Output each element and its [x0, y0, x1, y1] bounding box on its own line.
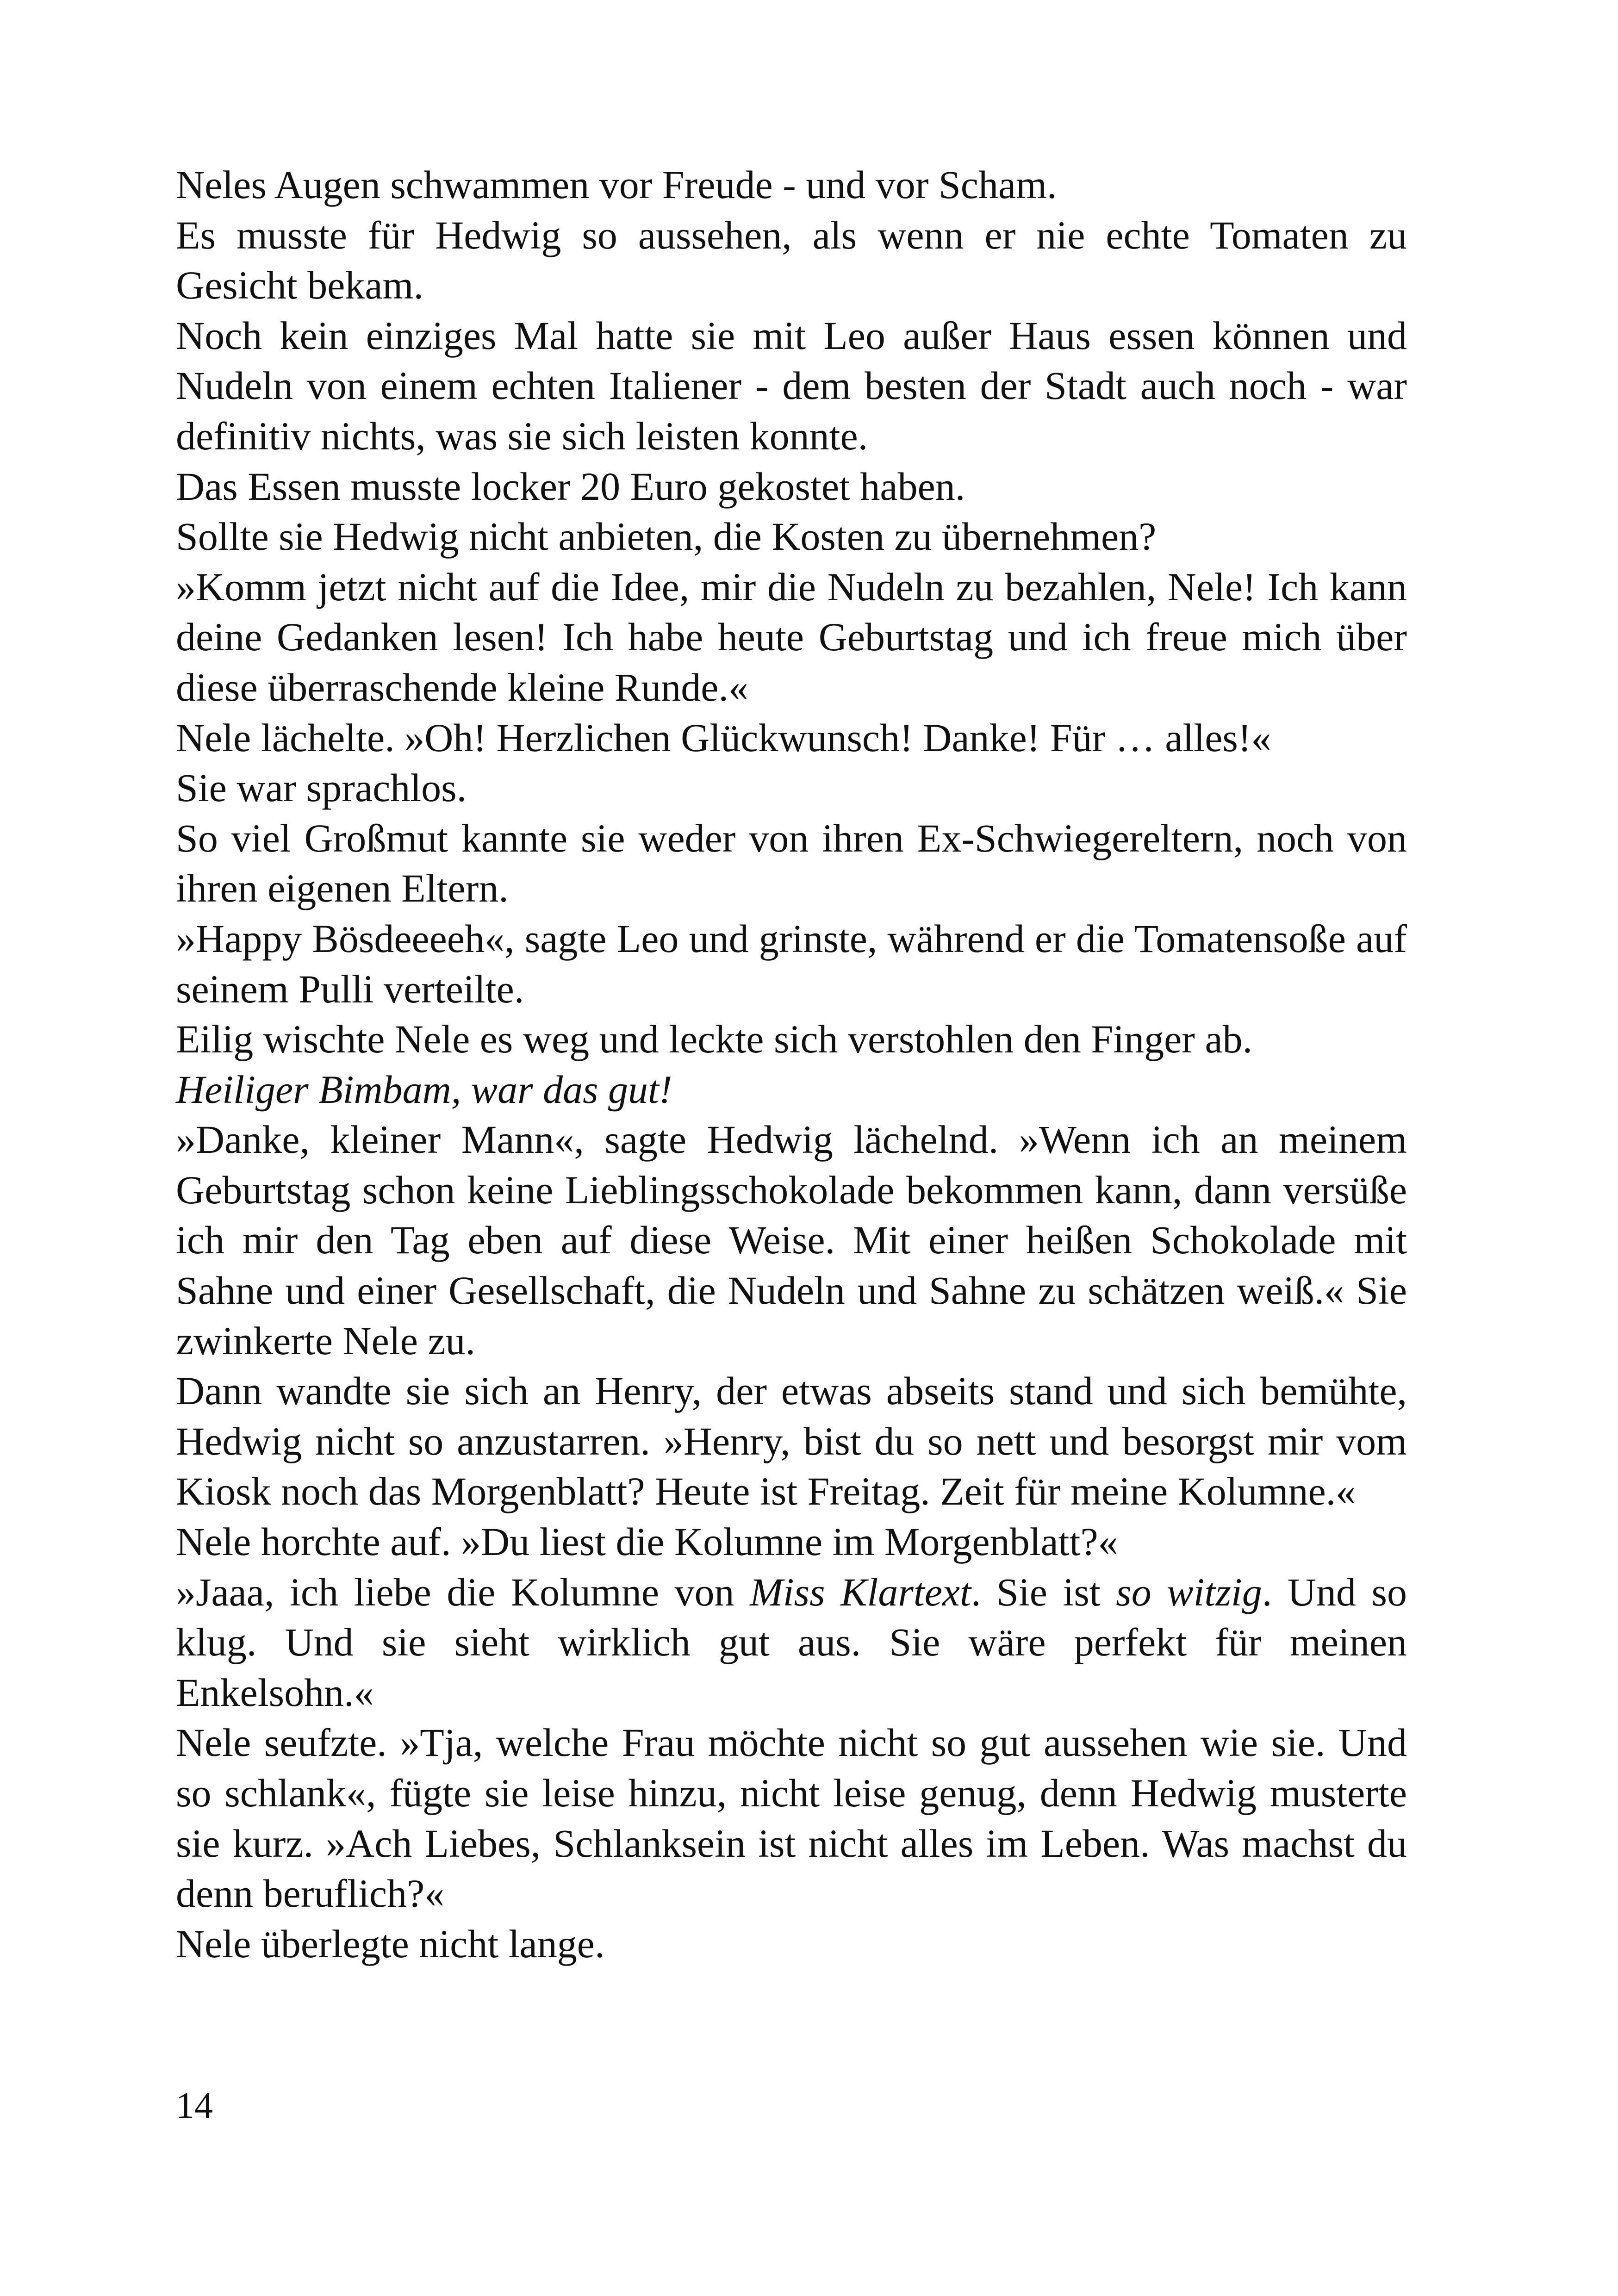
text-run: So viel Großmut kannte sie weder von ihren Ex-Schwiegereltern, noch von ihren eigenen Eltern.: [176, 815, 1407, 911]
paragraph: [176, 461, 1407, 512]
paragraph: [176, 1014, 1407, 1064]
text-run: Das Essen musste locker 20 Euro gekostet haben.: [176, 464, 965, 509]
text-run: Nele überlegte nicht lange.: [176, 1921, 605, 1966]
text-run: Eilig wischte Nele es weg und leckte sich verstohlen den Finger ab.: [176, 1017, 1253, 1062]
text-run: »Happy Bösdeeeeh«, sagte Leo und grinste, während er die Tomatensoße auf seinem Pulli verteilte.: [176, 916, 1407, 1011]
italic-text: so witzig: [1116, 1569, 1262, 1614]
paragraph: [176, 1114, 1407, 1366]
paragraph: [176, 813, 1407, 914]
paragraph: [176, 210, 1407, 311]
body-text: [176, 160, 1407, 1969]
paragraph: [176, 511, 1407, 562]
text-run: . Sie ist: [971, 1569, 1116, 1614]
paragraph: [176, 914, 1407, 1014]
italic-text: Miss Klartext: [750, 1569, 971, 1614]
paragraph: [176, 160, 1407, 210]
page-number: 14: [176, 2085, 213, 2126]
text-run: Es musste für Hedwig so aussehen, als wenn er nie echte Tomaten zu Gesicht bekam.: [176, 212, 1407, 308]
italic-text: Heiliger Bimbam, war das gut!: [176, 1067, 672, 1112]
text-run: Nele horchte auf. »Du liest die Kolumne im Morgenblatt?«: [176, 1519, 1118, 1564]
paragraph: [176, 713, 1407, 763]
text-run: »Jaaa, ich liebe die Kolumne von: [176, 1569, 750, 1614]
text-run: Sie war sprachlos.: [176, 765, 467, 810]
paragraph: [176, 1366, 1407, 1517]
text-run: Sollte sie Hedwig nicht anbieten, die Kosten zu übernehmen?: [176, 514, 1157, 559]
paragraph: [176, 562, 1407, 713]
text-run: Neles Augen schwammen vor Freude - und vor Scham.: [176, 162, 1057, 207]
text-run: »Komm jetzt nicht auf die Idee, mir die Nudeln zu bezahlen, Nele! Ich kann deine Gedanken lesen! Ich habe heute Geburtstag und ich freue mich über diese überraschende kleine Runde.«: [176, 564, 1407, 709]
paragraph: [176, 1064, 1407, 1115]
text-run: Dann wandte sie sich an Henry, der etwas abseits stand und sich bemühte, Hedwig nicht so anzustarren. »Henry, bist du so nett und besorgst mir vom Kiosk noch das Morgenblatt? Heute ist Freitag. Zeit für meine Kolumne.«: [176, 1369, 1407, 1514]
paragraph: [176, 1517, 1407, 1567]
paragraph: [176, 763, 1407, 813]
paragraph: [176, 311, 1407, 461]
text-run: Noch kein einziges Mal hatte sie mit Leo außer Haus essen können und Nudeln von einem echten Italiener - dem besten der Stadt auch noch - war definitiv nichts, was sie sich leisten konnte.: [176, 313, 1407, 458]
text-run: Nele lächelte. »Oh! Herzlichen Glückwunsch! Danke! Für … alles!«: [176, 715, 1271, 760]
paragraph: [176, 1919, 1407, 1969]
text-run: »Danke, kleiner Mann«, sagte Hedwig lächelnd. »Wenn ich an meinem Geburtstag schon keine Lieblingsschokolade bekommen kann, dann versüße ich mir den Tag eben auf diese Weise. Mit einer heißen Schokolade mit Sahne und einer Gesellschaft, die Nudeln und Sahne zu schätzen weiß.« Sie zwinkerte Nele zu.: [176, 1117, 1407, 1363]
text-run: . Und so klug. Und sie sieht wirklich gut aus. Sie wäre perfekt für meinen Enkelsohn.«: [176, 1569, 1407, 1715]
text-run: Nele seufzte. »Tja, welche Frau möchte nicht so gut aussehen wie sie. Und so schlank«, fügte sie leise hinzu, nicht leise genug, denn Hedwig musterte sie kurz. »Ach Liebes, Schlanksein ist nicht alles im Leben. Was machst du denn beruflich?«: [176, 1720, 1407, 1916]
paragraph: [176, 1567, 1407, 1718]
paragraph: [176, 1717, 1407, 1918]
